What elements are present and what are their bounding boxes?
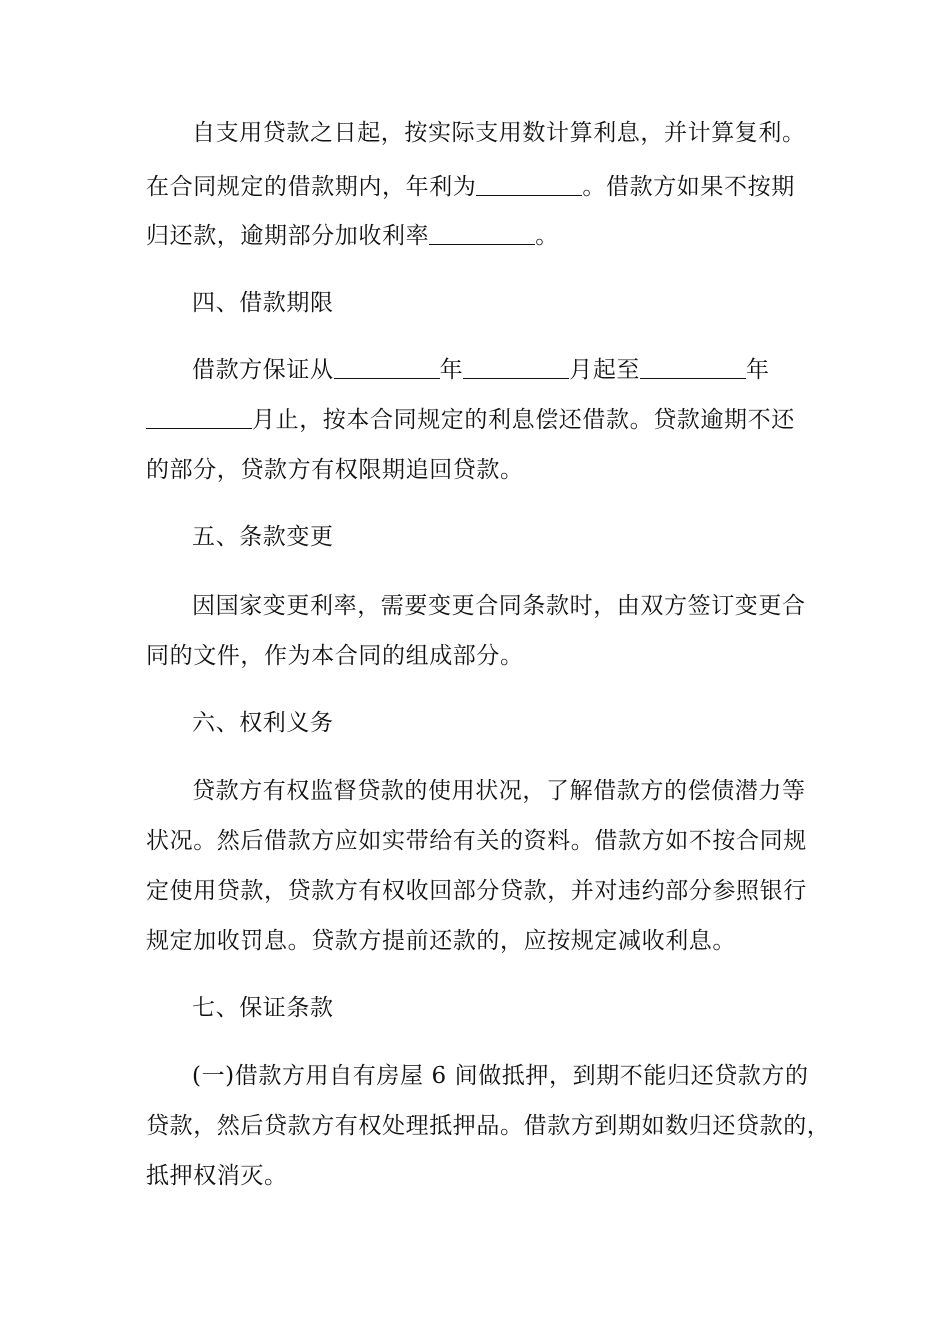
change-line-1: 因国家变更利率，需要变更合同条款时，由双方签订变更合	[192, 593, 806, 619]
term-line-2	[146, 405, 816, 435]
term-line-3: 的部分，贷款方有权限期追回贷款。	[146, 457, 524, 483]
overdue-text-a: 归还款，逾期部分加收利率	[146, 223, 430, 249]
heading-rights-obligations: 六、权利义务	[192, 710, 334, 736]
interest-text-a: 在合同规定的借款期内，年利为	[146, 174, 477, 200]
term-text-e: 月止，按本合同规定的利息偿还借款。贷款逾期不还	[252, 407, 795, 433]
start-month-blank	[463, 356, 569, 379]
interest-line-3	[146, 221, 816, 251]
term-line-1	[192, 355, 816, 385]
interest-text-b: 。借款方如果不按期	[582, 174, 795, 200]
term-text-c: 月起至	[569, 357, 641, 383]
term-text-a: 借款方保证从	[192, 357, 334, 383]
change-line-2: 同的文件，作为本合同的组成部分。	[146, 643, 524, 669]
interest-line-2	[146, 172, 816, 202]
rights-line-1: 贷款方有权监督贷款的使用状况，了解借款方的偿债潜力等	[192, 778, 806, 804]
guarantee-line-3: 抵押权消灭。	[146, 1163, 288, 1189]
term-text-d: 年	[746, 357, 770, 383]
interest-line-1: 自支用贷款之日起，按实际支用数计算利息，并计算复利。	[192, 120, 806, 146]
heading-clause-change: 五、条款变更	[192, 524, 334, 550]
rights-line-3: 定使用贷款，贷款方有权收回部分贷款，并对违约部分参照银行	[146, 878, 807, 904]
overdue-text-b: 。	[535, 223, 559, 249]
term-text-b: 年	[439, 357, 464, 383]
rights-line-4: 规定加收罚息。贷款方提前还款的，应按规定减收利息。	[146, 928, 736, 954]
start-year-blank	[334, 356, 440, 379]
end-year-blank	[640, 356, 746, 379]
heading-guarantee: 七、保证条款	[192, 995, 334, 1021]
rights-line-2: 状况。然后借款方应如实带给有关的资料。借款方如不按合同规	[146, 828, 807, 854]
end-month-blank	[146, 406, 252, 429]
guarantee-line-2: 贷款，然后贷款方有权处理抵押品。借款方到期如数归还贷款的，	[146, 1113, 831, 1139]
annual-rate-blank	[476, 173, 582, 196]
heading-loan-term: 四、借款期限	[192, 290, 334, 316]
overdue-rate-blank	[429, 222, 535, 245]
guarantee-line-1: (一)借款方用自有房屋 6 间做抵押，到期不能归还贷款方的	[192, 1063, 809, 1089]
